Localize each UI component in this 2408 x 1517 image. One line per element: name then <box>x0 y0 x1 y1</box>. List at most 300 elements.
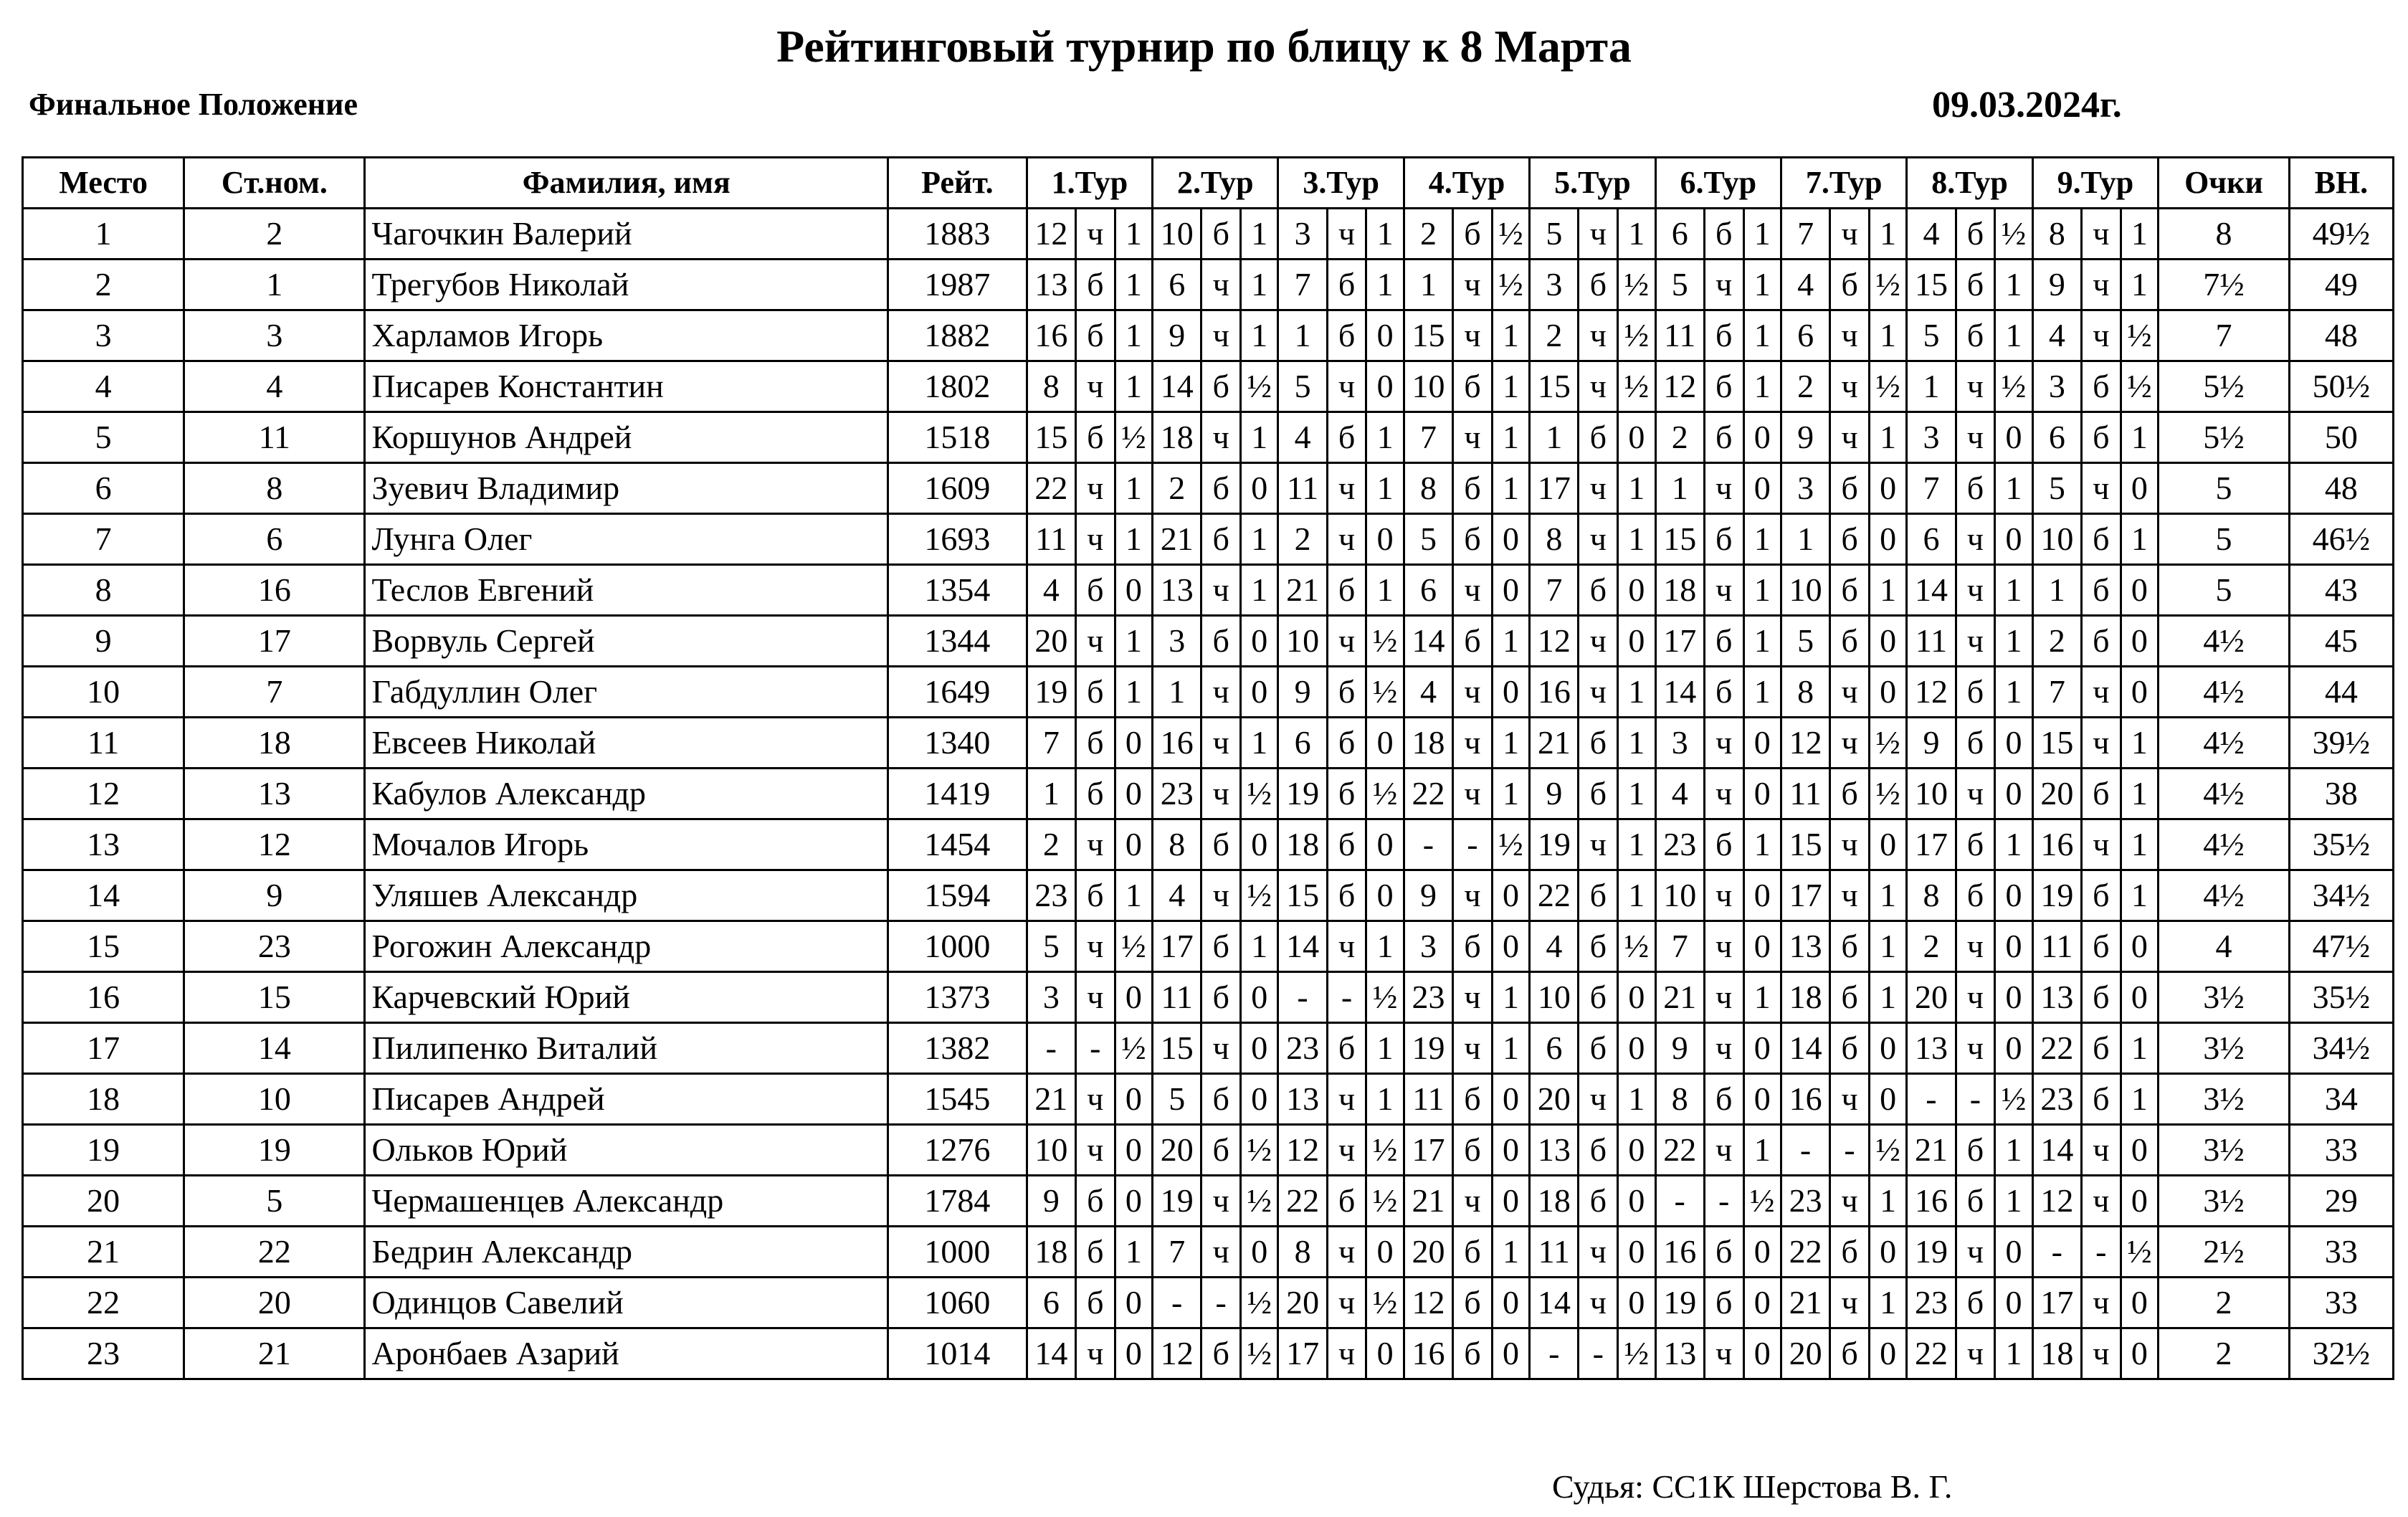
round-result-cell: 1 <box>1618 718 1655 769</box>
round-opponent-cell: 17 <box>1781 870 1829 921</box>
player-name-cell: Пилипенко Виталий <box>365 1023 888 1074</box>
place-cell: 6 <box>23 463 184 514</box>
round-result-cell: 0 <box>1492 870 1529 921</box>
round-result-cell: 0 <box>2121 1176 2158 1227</box>
place-cell: 18 <box>23 1074 184 1125</box>
points-cell: 4½ <box>2159 616 2290 667</box>
round-color-cell: ч <box>1453 769 1493 819</box>
header-round-3: 3.Тур <box>1278 158 1404 209</box>
round-color-cell: б <box>1327 565 1366 616</box>
round-result-cell: 1 <box>1115 1227 1152 1278</box>
round-result-cell: 1 <box>2121 514 2158 565</box>
round-color-cell: б <box>1579 921 1618 972</box>
tiebreak-cell: 48 <box>2289 310 2393 361</box>
round-opponent-cell: 20 <box>1027 616 1075 667</box>
round-opponent-cell: 5 <box>1153 1074 1201 1125</box>
round-color-cell: б <box>1579 260 1618 310</box>
round-opponent-cell: 11 <box>1027 514 1075 565</box>
points-cell: 3½ <box>2159 1125 2290 1176</box>
round-result-cell: 1 <box>1743 565 1781 616</box>
round-result-cell: ½ <box>1241 361 1278 412</box>
round-result-cell: ½ <box>1241 1278 1278 1328</box>
rating-cell: 1060 <box>888 1278 1027 1328</box>
table-row <box>23 1125 2394 1176</box>
round-opponent-cell: 12 <box>1278 1125 1327 1176</box>
round-color-cell: ч <box>1704 565 1743 616</box>
round-result-cell: 1 <box>1869 310 1906 361</box>
round-opponent-cell: 14 <box>1404 616 1452 667</box>
start-no-cell: 9 <box>184 870 365 921</box>
round-result-cell: 1 <box>1618 870 1655 921</box>
round-color-cell: ч <box>1075 1074 1115 1125</box>
round-result-cell: 1 <box>1743 1125 1781 1176</box>
round-opponent-cell: 23 <box>1404 972 1452 1023</box>
round-result-cell: 0 <box>1115 972 1152 1023</box>
player-name-cell: Чермашенцев Александр <box>365 1176 888 1227</box>
round-result-cell: 0 <box>1492 514 1529 565</box>
round-result-cell: 1 <box>1743 616 1781 667</box>
table-row <box>23 819 2394 870</box>
round-color-cell: ч <box>1201 260 1241 310</box>
round-opponent-cell: 11 <box>1530 1227 1579 1278</box>
round-result-cell: 0 <box>1869 667 1906 718</box>
round-color-cell: б <box>1453 1074 1493 1125</box>
round-result-cell: ½ <box>1115 1023 1152 1074</box>
round-result-cell: 0 <box>1995 1278 2032 1328</box>
round-opponent-cell: 23 <box>1278 1023 1327 1074</box>
round-color-cell: б <box>1956 667 1995 718</box>
round-result-cell: 0 <box>1492 565 1529 616</box>
round-opponent-cell: 17 <box>1530 463 1579 514</box>
round-opponent-cell: 13 <box>1530 1125 1579 1176</box>
start-no-cell: 4 <box>184 361 365 412</box>
round-color-cell: ч <box>1830 1074 1870 1125</box>
round-color-cell: ч <box>1956 514 1995 565</box>
points-cell: 5 <box>2159 565 2290 616</box>
round-color-cell: ч <box>1201 1227 1241 1278</box>
header-round-5: 5.Тур <box>1530 158 1655 209</box>
round-color-cell: б <box>1075 1227 1115 1278</box>
standings-body <box>23 209 2394 1379</box>
round-opponent-cell: 11 <box>1404 1074 1452 1125</box>
round-color-cell: б <box>2081 361 2121 412</box>
rating-cell: 1693 <box>888 514 1027 565</box>
round-result-cell: 1 <box>1492 1023 1529 1074</box>
round-result-cell: 1 <box>1241 514 1278 565</box>
round-result-cell: 1 <box>1869 1176 1906 1227</box>
round-color-cell: ч <box>1201 565 1241 616</box>
points-cell: 3½ <box>2159 972 2290 1023</box>
round-result-cell: 0 <box>1366 1227 1404 1278</box>
round-opponent-cell: 17 <box>1404 1125 1452 1176</box>
round-result-cell: ½ <box>1618 1328 1655 1379</box>
round-opponent-cell: 17 <box>1907 819 1956 870</box>
round-result-cell: 0 <box>1366 819 1404 870</box>
round-opponent-cell: 23 <box>1153 769 1201 819</box>
points-cell: 2½ <box>2159 1227 2290 1278</box>
round-opponent-cell: 14 <box>2032 1125 2081 1176</box>
round-result-cell: 1 <box>1366 565 1404 616</box>
points-cell: 5½ <box>2159 361 2290 412</box>
round-opponent-cell: 1 <box>1027 769 1075 819</box>
round-result-cell: 1 <box>1241 310 1278 361</box>
start-no-cell: 18 <box>184 718 365 769</box>
round-color-cell: ч <box>2081 819 2121 870</box>
round-color-cell: б <box>1956 819 1995 870</box>
standings-table <box>22 156 2394 1380</box>
round-opponent-cell: 13 <box>1781 921 1829 972</box>
round-color-cell: б <box>1830 1227 1870 1278</box>
round-opponent-cell: 3 <box>1404 921 1452 972</box>
round-color-cell: - <box>2081 1227 2121 1278</box>
round-opponent-cell: 1 <box>1278 310 1327 361</box>
table-row <box>23 870 2394 921</box>
round-result-cell: 1 <box>1995 565 2032 616</box>
round-result-cell: 1 <box>1869 412 1906 463</box>
round-opponent-cell: 8 <box>1530 514 1579 565</box>
round-color-cell: б <box>1704 1074 1743 1125</box>
round-result-cell: 1 <box>1743 819 1781 870</box>
round-result-cell: ½ <box>1366 667 1404 718</box>
player-name-cell: Евсеев Николай <box>365 718 888 769</box>
table-row <box>23 769 2394 819</box>
round-color-cell: ч <box>1201 1176 1241 1227</box>
round-result-cell: 1 <box>1618 514 1655 565</box>
round-opponent-cell: 14 <box>1907 565 1956 616</box>
header-round-2: 2.Тур <box>1153 158 1278 209</box>
points-cell: 4½ <box>2159 667 2290 718</box>
round-result-cell: ½ <box>1869 260 1906 310</box>
player-name-cell: Коршунов Андрей <box>365 412 888 463</box>
round-color-cell: - <box>1453 819 1493 870</box>
round-color-cell: ч <box>1579 463 1618 514</box>
round-color-cell: ч <box>1704 718 1743 769</box>
round-result-cell: 1 <box>1743 972 1781 1023</box>
round-result-cell: 0 <box>1366 718 1404 769</box>
round-result-cell: 1 <box>1995 1176 2032 1227</box>
round-result-cell: 1 <box>1241 718 1278 769</box>
round-opponent-cell: 11 <box>1655 310 1704 361</box>
round-opponent-cell: 22 <box>2032 1023 2081 1074</box>
round-color-cell: ч <box>1453 412 1493 463</box>
header-points: Очки <box>2159 158 2290 209</box>
round-color-cell: б <box>1453 1227 1493 1278</box>
round-result-cell: 0 <box>1743 1278 1781 1328</box>
round-opponent-cell: 10 <box>1655 870 1704 921</box>
round-color-cell: б <box>1956 209 1995 260</box>
round-color-cell: ч <box>1579 616 1618 667</box>
round-result-cell: 1 <box>2121 209 2158 260</box>
round-opponent-cell: 6 <box>2032 412 2081 463</box>
start-no-cell: 8 <box>184 463 365 514</box>
round-color-cell: б <box>1704 1278 1743 1328</box>
round-opponent-cell: 2 <box>1655 412 1704 463</box>
round-opponent-cell: 1 <box>1655 463 1704 514</box>
round-result-cell: 0 <box>2121 616 2158 667</box>
round-color-cell: - <box>1579 1328 1618 1379</box>
round-result-cell: ½ <box>1618 921 1655 972</box>
round-opponent-cell: 9 <box>1530 769 1579 819</box>
tiebreak-cell: 32½ <box>2289 1328 2393 1379</box>
round-result-cell: ½ <box>1115 412 1152 463</box>
round-result-cell: 0 <box>1366 514 1404 565</box>
round-color-cell: ч <box>2081 1328 2121 1379</box>
tiebreak-cell: 47½ <box>2289 921 2393 972</box>
round-opponent-cell: 11 <box>1781 769 1829 819</box>
round-opponent-cell: 10 <box>1027 1125 1075 1176</box>
round-result-cell: 0 <box>1366 1328 1404 1379</box>
round-color-cell: ч <box>2081 209 2121 260</box>
round-opponent-cell: 21 <box>1907 1125 1956 1176</box>
round-result-cell: 0 <box>1492 1125 1529 1176</box>
round-color-cell: б <box>1830 463 1870 514</box>
round-color-cell: ч <box>1704 1023 1743 1074</box>
points-cell: 7½ <box>2159 260 2290 310</box>
table-row <box>23 921 2394 972</box>
round-opponent-cell: 14 <box>1278 921 1327 972</box>
points-cell: 7 <box>2159 310 2290 361</box>
round-result-cell: 0 <box>1995 1227 2032 1278</box>
round-color-cell: ч <box>1579 819 1618 870</box>
place-cell: 19 <box>23 1125 184 1176</box>
round-result-cell: 1 <box>1869 1278 1906 1328</box>
round-color-cell: ч <box>1579 1278 1618 1328</box>
round-color-cell: б <box>1453 1278 1493 1328</box>
round-opponent-cell: 17 <box>1153 921 1201 972</box>
round-color-cell: б <box>1453 463 1493 514</box>
tiebreak-cell: 33 <box>2289 1227 2393 1278</box>
round-color-cell: ч <box>1201 412 1241 463</box>
round-color-cell: ч <box>1075 361 1115 412</box>
player-name-cell: Чагочкин Валерий <box>365 209 888 260</box>
round-opponent-cell: 8 <box>1153 819 1201 870</box>
tiebreak-cell: 45 <box>2289 616 2393 667</box>
round-color-cell: б <box>1956 718 1995 769</box>
round-color-cell: ч <box>1453 1176 1493 1227</box>
tiebreak-cell: 50 <box>2289 412 2393 463</box>
round-color-cell: ч <box>1201 769 1241 819</box>
round-opponent-cell: 15 <box>1781 819 1829 870</box>
round-result-cell: 0 <box>1366 870 1404 921</box>
round-color-cell: ч <box>1830 870 1870 921</box>
round-color-cell: б <box>1075 565 1115 616</box>
round-opponent-cell: 11 <box>1278 463 1327 514</box>
round-opponent-cell: - <box>1153 1278 1201 1328</box>
round-result-cell: 0 <box>1115 769 1152 819</box>
round-result-cell: 1 <box>1995 310 2032 361</box>
round-result-cell: 1 <box>1366 412 1404 463</box>
round-opponent-cell: 17 <box>2032 1278 2081 1328</box>
round-color-cell: б <box>1201 463 1241 514</box>
round-result-cell: 0 <box>1995 412 2032 463</box>
table-row <box>23 1023 2394 1074</box>
tiebreak-cell: 29 <box>2289 1176 2393 1227</box>
round-opponent-cell: 17 <box>1655 616 1704 667</box>
round-color-cell: ч <box>1830 718 1870 769</box>
round-color-cell: ч <box>1327 1227 1366 1278</box>
round-opponent-cell: 10 <box>1153 209 1201 260</box>
round-opponent-cell: 18 <box>1027 1227 1075 1278</box>
round-result-cell: ½ <box>2121 310 2158 361</box>
round-result-cell: 0 <box>1492 667 1529 718</box>
round-color-cell: б <box>1327 718 1366 769</box>
round-color-cell: б <box>1201 819 1241 870</box>
points-cell: 5 <box>2159 514 2290 565</box>
round-opponent-cell: 19 <box>1655 1278 1704 1328</box>
round-opponent-cell: 21 <box>1027 1074 1075 1125</box>
tiebreak-cell: 33 <box>2289 1278 2393 1328</box>
round-result-cell: 0 <box>1618 1227 1655 1278</box>
round-opponent-cell: - <box>1530 1328 1579 1379</box>
round-opponent-cell: 15 <box>1907 260 1956 310</box>
round-opponent-cell: 10 <box>1530 972 1579 1023</box>
round-color-cell: ч <box>1704 921 1743 972</box>
table-row <box>23 616 2394 667</box>
round-result-cell: 1 <box>1869 209 1906 260</box>
round-result-cell: 0 <box>2121 1125 2158 1176</box>
round-opponent-cell: 19 <box>1530 819 1579 870</box>
round-result-cell: 1 <box>1366 209 1404 260</box>
rating-cell: 1454 <box>888 819 1027 870</box>
round-opponent-cell: 14 <box>1530 1278 1579 1328</box>
start-no-cell: 7 <box>184 667 365 718</box>
table-row <box>23 463 2394 514</box>
round-opponent-cell: 12 <box>2032 1176 2081 1227</box>
round-color-cell: ч <box>1201 310 1241 361</box>
round-color-cell: б <box>1830 1328 1870 1379</box>
round-color-cell: б <box>1956 1125 1995 1176</box>
round-result-cell: 0 <box>1492 921 1529 972</box>
round-color-cell: б <box>1327 310 1366 361</box>
round-result-cell: 0 <box>1743 1074 1781 1125</box>
round-color-cell: б <box>1704 412 1743 463</box>
rating-cell: 1784 <box>888 1176 1027 1227</box>
rating-cell: 1000 <box>888 921 1027 972</box>
round-color-cell: б <box>1201 972 1241 1023</box>
round-result-cell: ½ <box>1366 1278 1404 1328</box>
round-result-cell: 1 <box>2121 819 2158 870</box>
round-color-cell: ч <box>1579 1227 1618 1278</box>
round-color-cell: ч <box>1453 565 1493 616</box>
player-name-cell: Писарев Андрей <box>365 1074 888 1125</box>
start-no-cell: 19 <box>184 1125 365 1176</box>
round-color-cell: б <box>1956 310 1995 361</box>
round-color-cell: б <box>1075 769 1115 819</box>
round-color-cell: ч <box>1579 667 1618 718</box>
start-no-cell: 22 <box>184 1227 365 1278</box>
start-no-cell: 11 <box>184 412 365 463</box>
round-opponent-cell: 16 <box>2032 819 2081 870</box>
round-color-cell: ч <box>1956 412 1995 463</box>
round-color-cell: б <box>1453 1328 1493 1379</box>
table-row <box>23 718 2394 769</box>
place-cell: 7 <box>23 514 184 565</box>
round-opponent-cell: 14 <box>1655 667 1704 718</box>
start-no-cell: 14 <box>184 1023 365 1074</box>
round-color-cell: ч <box>2081 1125 2121 1176</box>
round-result-cell: 1 <box>1618 769 1655 819</box>
round-result-cell: 0 <box>2121 667 2158 718</box>
round-color-cell: - <box>1704 1176 1743 1227</box>
round-result-cell: ½ <box>1869 718 1906 769</box>
round-color-cell: ч <box>1704 769 1743 819</box>
round-result-cell: ½ <box>1366 1125 1404 1176</box>
round-result-cell: 1 <box>1366 260 1404 310</box>
round-result-cell: 0 <box>1492 1328 1529 1379</box>
points-cell: 4½ <box>2159 769 2290 819</box>
round-result-cell: ½ <box>1618 310 1655 361</box>
round-opponent-cell: 3 <box>1781 463 1829 514</box>
round-opponent-cell: 21 <box>1278 565 1327 616</box>
page-title: Рейтинговый турнир по блицу к 8 Марта <box>776 21 1632 72</box>
round-opponent-cell: 13 <box>1027 260 1075 310</box>
round-result-cell: 0 <box>1241 667 1278 718</box>
round-result-cell: 0 <box>1115 1125 1152 1176</box>
round-color-cell: б <box>1201 1125 1241 1176</box>
header-round-1: 1.Тур <box>1027 158 1152 209</box>
round-opponent-cell: 5 <box>1027 921 1075 972</box>
round-color-cell: б <box>1327 870 1366 921</box>
rating-cell: 1649 <box>888 667 1027 718</box>
round-result-cell: 1 <box>1618 463 1655 514</box>
round-result-cell: 1 <box>1115 667 1152 718</box>
place-cell: 17 <box>23 1023 184 1074</box>
round-color-cell: б <box>1579 565 1618 616</box>
round-opponent-cell: 13 <box>2032 972 2081 1023</box>
round-opponent-cell: - <box>1027 1023 1075 1074</box>
table-row <box>23 972 2394 1023</box>
round-opponent-cell: 5 <box>1278 361 1327 412</box>
round-opponent-cell: 2 <box>1027 819 1075 870</box>
round-color-cell: б <box>1579 1023 1618 1074</box>
round-opponent-cell: 2 <box>1530 310 1579 361</box>
round-result-cell: 0 <box>1995 1023 2032 1074</box>
round-result-cell: 0 <box>1241 972 1278 1023</box>
round-color-cell: ч <box>1327 1328 1366 1379</box>
round-opponent-cell: 11 <box>1153 972 1201 1023</box>
round-opponent-cell: 3 <box>1907 412 1956 463</box>
round-color-cell: - <box>1201 1278 1241 1328</box>
player-name-cell: Аронбаев Азарий <box>365 1328 888 1379</box>
round-color-cell: б <box>1956 870 1995 921</box>
round-color-cell: ч <box>1956 1328 1995 1379</box>
start-no-cell: 21 <box>184 1328 365 1379</box>
round-opponent-cell: 4 <box>1153 870 1201 921</box>
round-opponent-cell: 6 <box>1655 209 1704 260</box>
round-opponent-cell: 22 <box>1404 769 1452 819</box>
round-opponent-cell: - <box>1404 819 1452 870</box>
round-result-cell: 1 <box>1241 921 1278 972</box>
round-color-cell: б <box>1704 310 1743 361</box>
tiebreak-cell: 44 <box>2289 667 2393 718</box>
round-color-cell: ч <box>1453 310 1493 361</box>
round-color-cell: ч <box>1704 972 1743 1023</box>
header-row <box>23 158 2394 209</box>
round-result-cell: 1 <box>1115 260 1152 310</box>
round-color-cell: б <box>1830 260 1870 310</box>
round-opponent-cell: 19 <box>1907 1227 1956 1278</box>
round-result-cell: 1 <box>1366 921 1404 972</box>
round-result-cell: 0 <box>1743 1023 1781 1074</box>
round-color-cell: б <box>1579 1176 1618 1227</box>
round-result-cell: 1 <box>1115 209 1152 260</box>
round-color-cell: б <box>2081 616 2121 667</box>
round-opponent-cell: 12 <box>1404 1278 1452 1328</box>
round-color-cell: ч <box>1327 1074 1366 1125</box>
player-name-cell: Кабулов Александр <box>365 769 888 819</box>
round-result-cell: 0 <box>2121 1278 2158 1328</box>
round-opponent-cell: 4 <box>1530 921 1579 972</box>
